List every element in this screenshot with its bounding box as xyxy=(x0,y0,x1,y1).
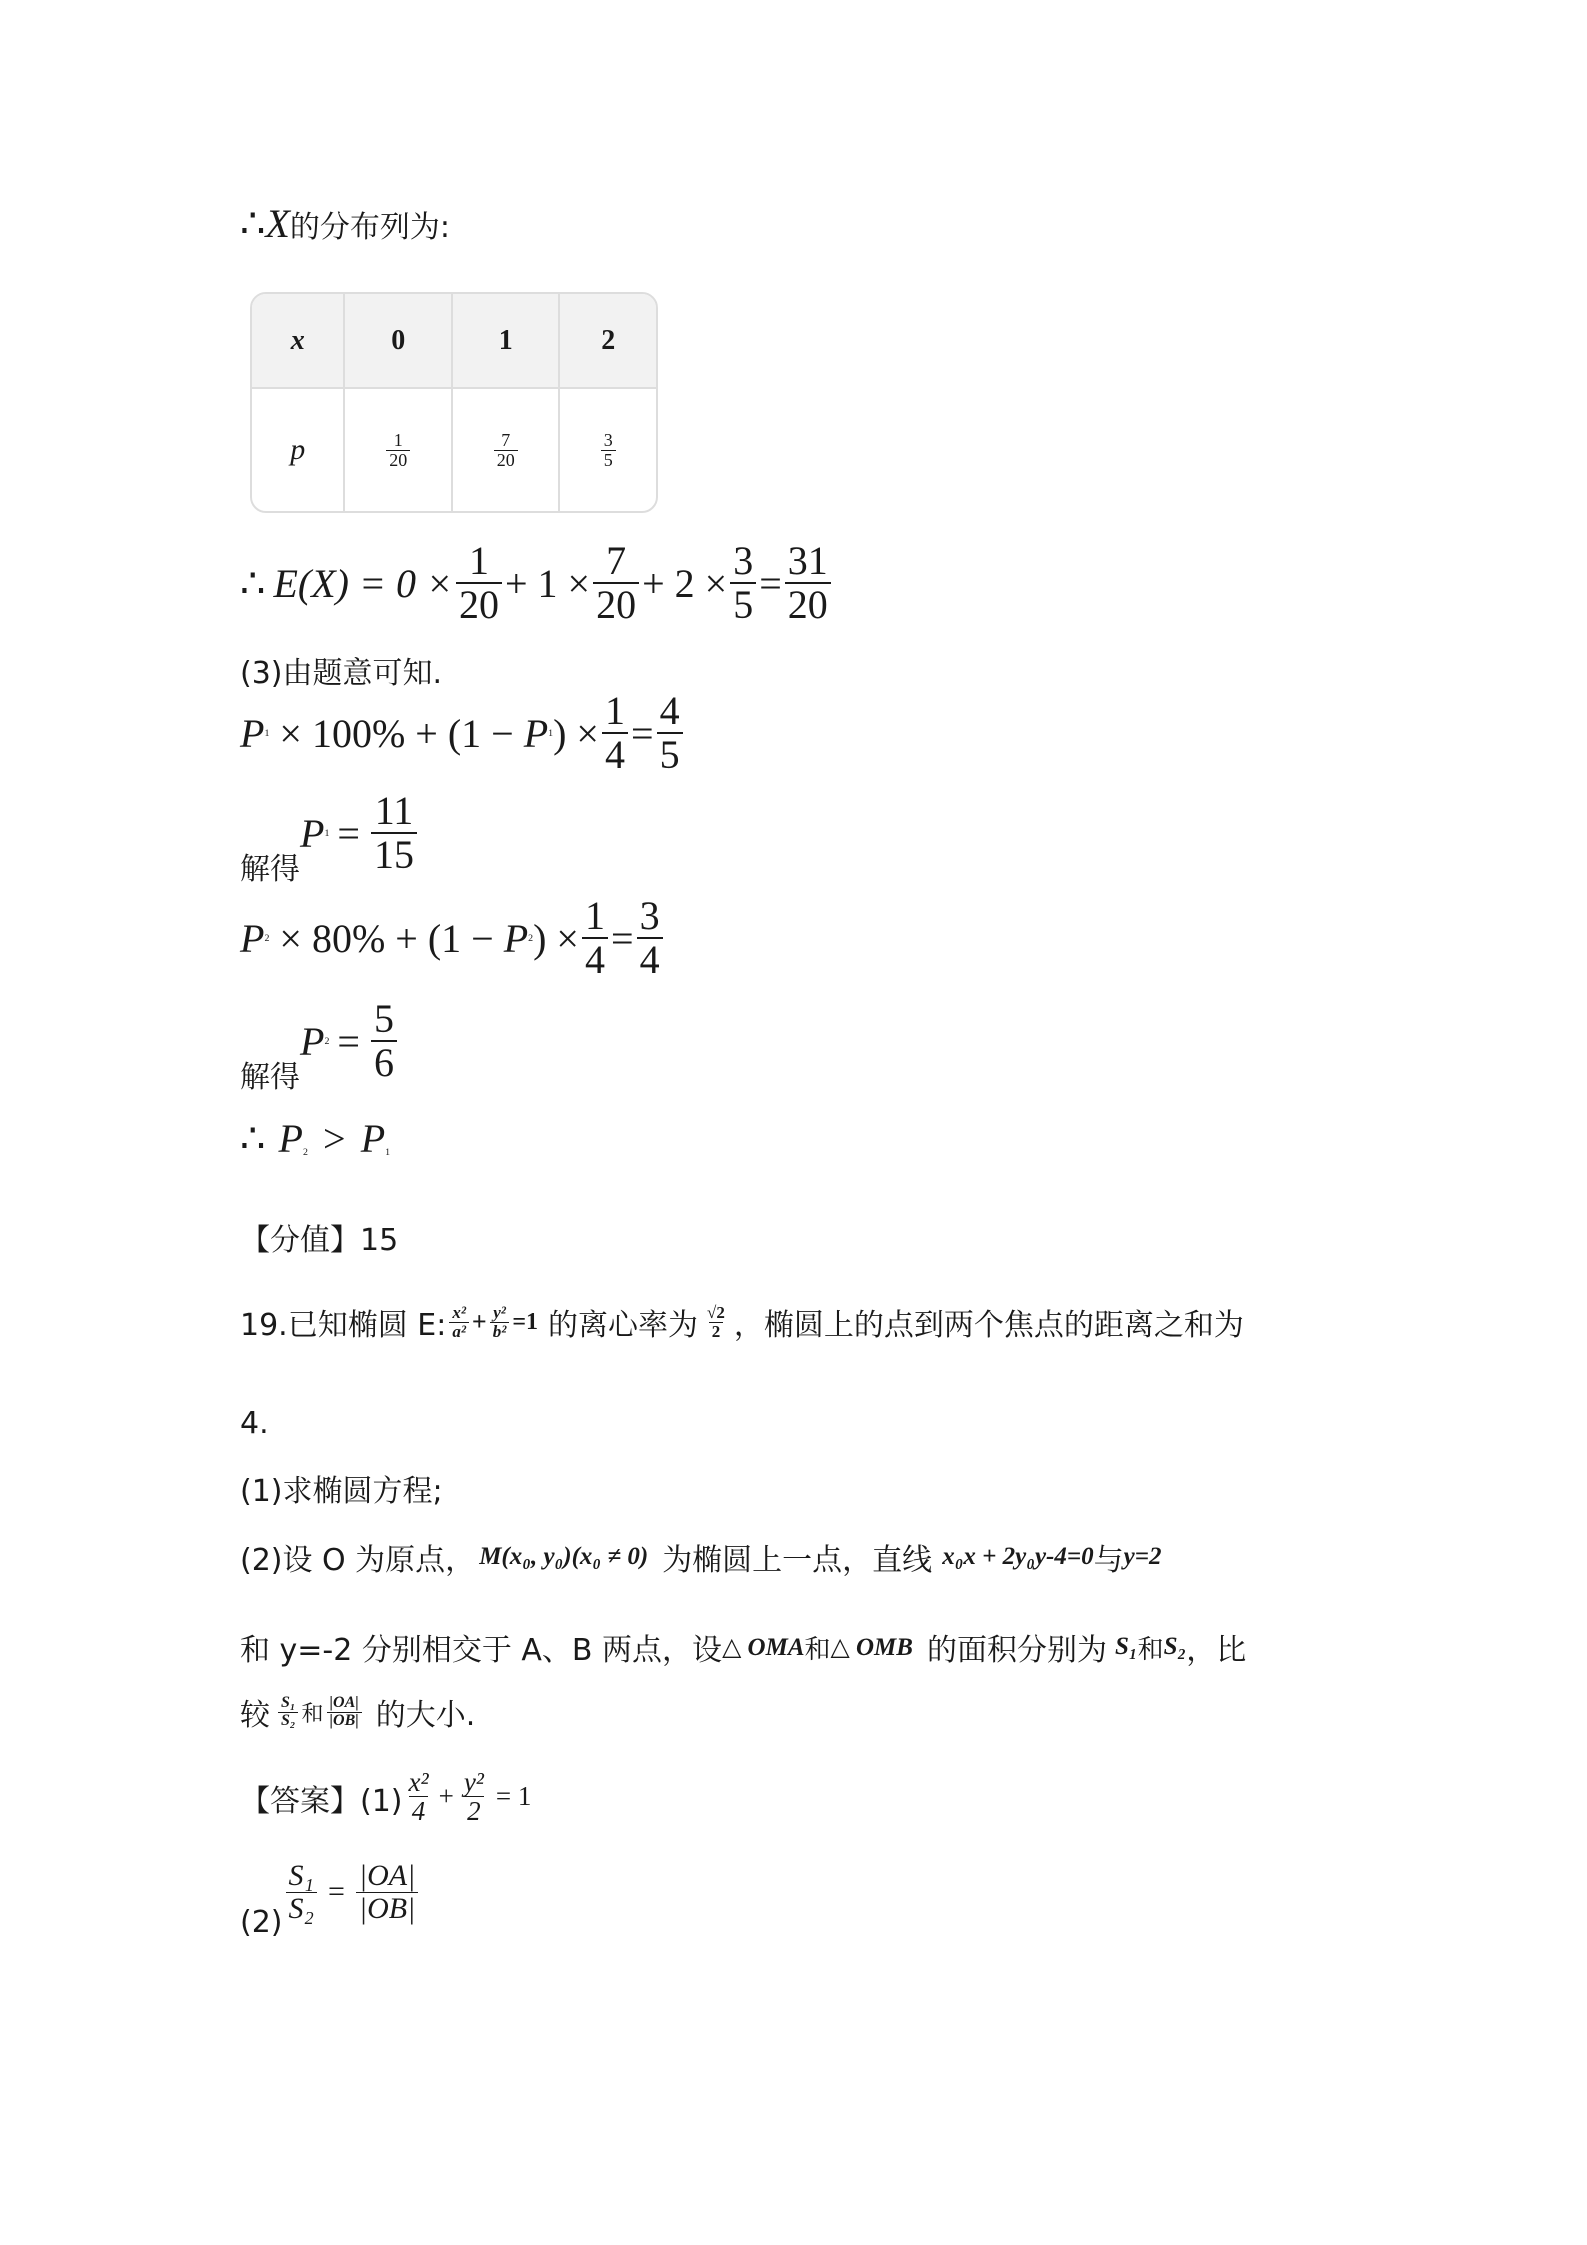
and-text: 和 xyxy=(804,1634,831,1665)
equation-text: × 100% + (1 − xyxy=(269,710,524,756)
plus-sign: + xyxy=(438,1781,454,1812)
fraction-denominator: 20 xyxy=(593,582,639,626)
triangle-oma: △ OMA xyxy=(722,1634,805,1661)
fraction-denominator: S₂ xyxy=(286,1892,317,1925)
fraction-numerator: 1 xyxy=(605,688,625,733)
fraction-numerator: 11 xyxy=(374,788,414,833)
subscript: 2 xyxy=(528,932,534,944)
plus-sign: + xyxy=(471,1307,487,1336)
fraction-denominator: 5 xyxy=(601,450,616,470)
equals-one: = 1 xyxy=(495,1781,532,1812)
fraction-numerator: S₁ xyxy=(281,1693,296,1711)
fraction-denominator: 4 xyxy=(602,732,628,776)
fraction-denominator: b² xyxy=(490,1322,510,1341)
q19-text: 19.已知椭圆 E: xyxy=(240,1308,447,1343)
fraction-numerator: 7 xyxy=(606,538,627,583)
fraction-denominator: |OB| xyxy=(356,1892,418,1925)
fraction-numerator: 1 xyxy=(585,893,605,938)
q19-text: 较 xyxy=(240,1698,270,1733)
distribution-heading xyxy=(240,200,450,247)
subscript: 2 xyxy=(324,1035,330,1047)
fraction-numerator: |OA| xyxy=(329,1693,359,1711)
line-y-equals-2: y=2 xyxy=(1123,1543,1162,1570)
table-cell xyxy=(559,388,656,511)
fraction-denominator: |OB| xyxy=(327,1712,362,1730)
distribution-text: 的分布列为: xyxy=(289,210,450,245)
expectation-mid: + 1 × xyxy=(504,560,591,606)
symbol-p: P xyxy=(240,915,265,961)
equals-sign: = xyxy=(337,1018,360,1064)
score-label: 【分值】 xyxy=(240,1223,360,1258)
equals-one: =1 xyxy=(512,1308,539,1335)
q19-text: 与 xyxy=(1093,1543,1124,1578)
fraction-numerator: x² xyxy=(452,1302,466,1322)
subscript: 1 xyxy=(264,727,270,739)
p2-equation xyxy=(240,895,666,981)
table-row-label: p xyxy=(252,388,344,511)
fraction-denominator: 4 xyxy=(637,937,663,981)
therefore-symbol: ∴ xyxy=(240,1116,266,1161)
q19-text: 的大小. xyxy=(375,1698,476,1733)
equals-sign: = xyxy=(611,915,634,961)
subscript: 1 xyxy=(548,727,554,739)
variable-x: X xyxy=(265,201,290,246)
fraction-numerator: √2 xyxy=(707,1302,725,1322)
comparison-result xyxy=(240,1115,390,1162)
therefore-symbol: ∴ xyxy=(240,201,266,246)
fraction-numerator: y² xyxy=(493,1302,506,1322)
fraction-denominator: 4 xyxy=(409,1796,429,1825)
p2-solution xyxy=(240,998,400,1102)
fraction-numerator: |OA| xyxy=(358,1859,416,1892)
answer-part-2 xyxy=(240,1860,421,1944)
symbol-p: P xyxy=(360,1116,386,1161)
subscript: 1 xyxy=(385,1146,391,1158)
part3-intro: (3)由题意可知. xyxy=(240,656,443,691)
score-value: 15 xyxy=(360,1223,399,1258)
symbol-p: P xyxy=(240,710,265,756)
fraction-numerator: 31 xyxy=(787,538,828,583)
point-m: M(x₀, y₀)(x₀ ≠ 0) xyxy=(479,1543,649,1570)
symbol-p: P xyxy=(503,915,529,961)
and-text: 和 xyxy=(301,1701,324,1727)
fraction-numerator: 7 xyxy=(501,429,511,450)
fraction-numerator: 1 xyxy=(393,429,403,450)
symbol-p: P xyxy=(523,710,549,756)
expectation-lhs: E(X) = 0 × xyxy=(273,560,453,606)
expectation-mid: + 2 × xyxy=(642,560,728,606)
equation-text: ) × xyxy=(553,710,599,756)
therefore-symbol: ∴ xyxy=(240,560,266,606)
fraction-numerator: y² xyxy=(463,1767,484,1797)
distribution-table xyxy=(250,292,658,513)
fraction-denominator: 5 xyxy=(730,582,756,626)
fraction-denominator: 15 xyxy=(371,832,417,876)
q19-text: 的面积分别为 xyxy=(926,1633,1107,1668)
answer-part-label: (2) xyxy=(240,1905,283,1940)
symbol-p: P xyxy=(278,1116,303,1161)
subscript: 2 xyxy=(264,932,270,944)
fraction-denominator: 20 xyxy=(785,582,831,626)
question-19-line-5 xyxy=(240,1690,475,1734)
and-text: 和 xyxy=(1137,1634,1164,1665)
fraction-numerator: 1 xyxy=(468,538,489,583)
question-19-part-2 xyxy=(240,1535,1161,1579)
fraction-numerator: 5 xyxy=(373,996,394,1041)
fraction-denominator: a² xyxy=(449,1322,469,1341)
table-header-cell: 2 xyxy=(559,294,656,388)
area-s2: S₂ xyxy=(1163,1633,1187,1660)
question-19-line-4 xyxy=(240,1625,1246,1669)
fraction-denominator: 6 xyxy=(371,1040,397,1084)
table-header-label: x xyxy=(252,294,344,388)
table-row xyxy=(252,388,656,511)
fraction-denominator: 5 xyxy=(657,732,683,776)
symbol-p: P xyxy=(300,810,325,856)
fraction-numerator: S₁ xyxy=(288,1859,314,1892)
q19-text: ，椭圆上的点到两个焦点的距离之和为 xyxy=(733,1308,1244,1343)
equals-sign: = xyxy=(759,560,782,606)
q19-text: 为椭圆上一点，直线 xyxy=(662,1543,933,1578)
symbol-p: P xyxy=(300,1018,325,1064)
table-cell xyxy=(452,388,560,511)
fraction-denominator: 4 xyxy=(582,937,608,981)
fraction-numerator: 3 xyxy=(603,429,613,450)
area-s1: S₁ xyxy=(1114,1633,1138,1660)
question-19-line-1 xyxy=(240,1300,1244,1344)
equation-text: × 80% + (1 − xyxy=(269,915,504,961)
fraction-denominator: 20 xyxy=(456,582,502,626)
triangle-omb: △ OMB xyxy=(830,1634,913,1661)
equals-sign: = xyxy=(631,710,654,756)
equals-sign: = xyxy=(337,810,360,856)
fraction-numerator: 3 xyxy=(733,538,754,583)
table-header-row xyxy=(252,294,656,388)
expectation-formula xyxy=(240,540,834,626)
question-19-part-1: (1)求椭圆方程; xyxy=(240,1474,443,1509)
q19-text: ，比 xyxy=(1186,1633,1247,1668)
solve-label: 解得 xyxy=(240,852,300,887)
fraction-numerator: 3 xyxy=(639,893,660,938)
answer-label: 【答案】(1) xyxy=(240,1783,403,1819)
subscript: 1 xyxy=(324,827,330,839)
greater-than: > xyxy=(323,1116,346,1161)
q19-text: 和 y=-2 分别相交于 A、B 两点，设 xyxy=(240,1633,723,1668)
subscript: 2 xyxy=(302,1146,308,1158)
table-header-cell: 1 xyxy=(452,294,560,388)
answer-part-1 xyxy=(240,1768,531,1826)
p1-equation xyxy=(240,690,686,776)
p1-solution xyxy=(240,790,420,894)
fraction-numerator: x² xyxy=(408,1767,429,1797)
q19-text: (2)设 O 为原点， xyxy=(240,1543,476,1578)
fraction-numerator: 4 xyxy=(659,688,680,733)
fraction-denominator: 2 xyxy=(464,1796,484,1825)
score-line xyxy=(240,1215,398,1259)
fraction-denominator: 20 xyxy=(386,450,410,470)
fraction-denominator: S₂ xyxy=(278,1712,298,1730)
fraction-denominator: 20 xyxy=(494,450,518,470)
fraction-denominator: 2 xyxy=(709,1322,724,1341)
q19-text: 的离心率为 xyxy=(548,1308,699,1343)
table-cell xyxy=(344,388,452,511)
equation-text: ) × xyxy=(533,915,579,961)
table-header-cell: 0 xyxy=(344,294,452,388)
equals-sign: = xyxy=(327,1875,345,1908)
line-equation: x₀x + 2y₀y-4=0 xyxy=(942,1543,1094,1570)
solve-label: 解得 xyxy=(240,1060,300,1095)
question-19-line-2: 4. xyxy=(240,1406,269,1441)
